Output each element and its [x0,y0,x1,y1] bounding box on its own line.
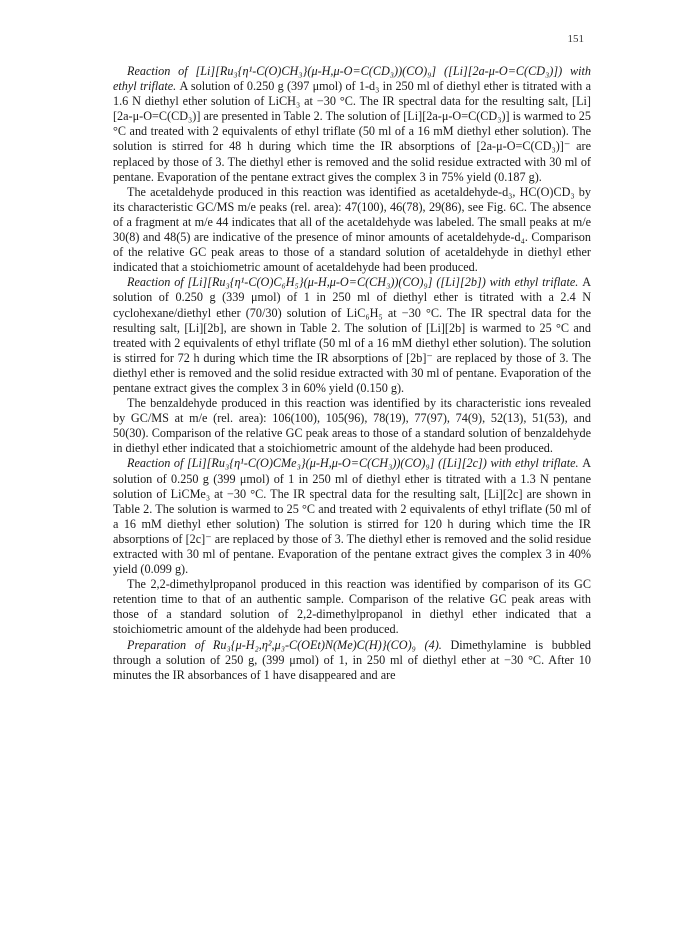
paragraph-text: A solution of 0.250 g (339 μmol) of 1 in 250 ml of diethyl ether is titrated with a 2.4 N cyclohexane/diethyl ether (70/30) solution of LiC₆H₅ at −30 °C. The IR spectral data for the resulting salt, [Li][2b], are shown in Table 2. The solution of [Li][2b] is warmed to 25 °C and treated with 2 equivalents of ethyl triflate (50 ml of a 16 mM diethyl ether solution). The solution is stirred for 72 h during which time the IR absorptions of [2b]⁻ are replaced by those of 3. The diethyl ether is removed and the solid residue extracted with 30 ml of pentane. Evaporation of the pentane extract gives the complex 3 in 60% yield (0.150 g). [113,275,591,395]
paragraph-text: The acetaldehyde produced in this reaction was identified as acetaldehyde-d₃, HC(O)CD₃ by its characteristic GC/MS m/e peaks (rel. area): 47(100), 46(78), 29(86), see Fig. 6C. The absence of a fragment at m/e 44 indicates that all of the acetaldehyde was labeled. The small peaks at m/e 30(8) and 48(5) are indicative of the presence of minor amounts of acetaldehyde-d₄. Comparison of the relative GC peak areas to those of a standard solution of acetaldehyde in diethyl ether indicated that a stoichiometric amount of acetaldehyde had been produced. [113,184,591,275]
section-heading: Reaction of [Li][Ru₃{η¹-C(O)CMe₃}(μ-H,μ-O=C(CH₃))(CO)₉] ([Li][2c]) with ethyl triflate. [127,456,583,471]
section-heading: Reaction of [Li][Ru₃{η¹-C(O)CH₃}(μ-H,μ-O=C(CD₃))(CO)₉] ([Li][2a-μ-O=C(CD₃)]) with ethyl triflate. [113,64,591,94]
paragraph-text: A solution of 0.250 g (399 μmol) of 1 in 250 ml of diethyl ether is titrated with a 1.3 N pentane solution of LiCMe₃ at −30 °C. The IR spectral data for the resulting salt, [Li][2c] are shown in Table 2. The solution is warmed to 25 °C and treated with 2 equivalents of ethyl triflate (50 ml of a 16 mM diethyl ether solution) The solution is stirred for 120 h during which time the IR absorptions of [2c]⁻ are replaced by those of 3. The diethyl ether is removed and the solid residue extracted with 30 ml of pentane. Evaporation of the pentane extract gives the complex 3 in 40% yield (0.099 g). [113,456,591,577]
paragraph-reaction-2c [113,456,591,577]
section-heading: Reaction of [Li][Ru₃{η¹-C(O)C₆H₅}(μ-H,μ-O=C(CH₃))(CO)₉] ([Li][2b]) with ethyl triflate. [127,275,583,290]
paragraph-text: Dimethylamine is bubbled through a solution of 250 g, (399 μmol) of 1, in 250 ml of diethyl ether at −30 °C. After 10 minutes the IR absorbances of 1 have disappeared and are [113,637,591,682]
paragraph-acetaldehyde [113,185,591,276]
paragraph-text: The 2,2-dimethylpropanol produced in this reaction was identified by comparison of its GC retention time to that of an authentic sample. Comparison of the relative GC peak areas with those of a standard solution of 2,2-dimethylpropanol in diethyl ether indicated that a stoichiometric amount of the aldehyde had been produced. [113,577,591,637]
paragraph-text: The benzaldehyde produced in this reaction was identified by its characteristic ions revealed by GC/MS at m/e (rel. area): 106(100), 105(96), 78(19), 77(97), 74(9), 52(13), 51(53), and 50(30). Comparison of the relative GC peak areas to those of a standard solution of benzaldehyde in diethyl ether indicated that a stoichiometric amount of the aldehyde had been produced. [113,396,591,456]
page-number: 151 [567,33,584,45]
body-text [113,64,591,683]
paragraph-preparation-4 [113,638,591,683]
paragraph-reaction-2a [113,64,591,185]
paragraph-dimethylpropanol [113,577,591,637]
paragraph-benzaldehyde [113,396,591,456]
paragraph-text: A solution of 0.250 g (397 μmol) of 1-d₃ in 250 ml of diethyl ether is titrated with a 1.6 N diethyl ether solution of LiCH₃ at −30 °C. The IR spectral data for the resulting salt, [Li][2a-μ-O=C(CD₃)] are presented in Table 2. The solution of [Li][2a-μ-O=C(CD₃)] is warmed to 25 °C and treated with 2 equivalents of ethyl triflate (50 ml of a 16 mM diethyl ether solution). The solution is stirred for 48 h during which time the IR absorptions of [2a-μ-O=C(CD₃)]⁻ are replaced by those of 3. The diethyl ether is removed and the solid residue extracted with 30 ml of pentane. Evaporation of the pentane extract gives the complex 3 in 75% yield (0.187 g). [113,79,591,184]
paragraph-reaction-2b [113,275,591,396]
section-heading: Preparation of Ru₃{μ-H₂,η²,μ₃-C(OEt)N(Me)C(H)}(CO)₉ (4). [127,637,451,652]
